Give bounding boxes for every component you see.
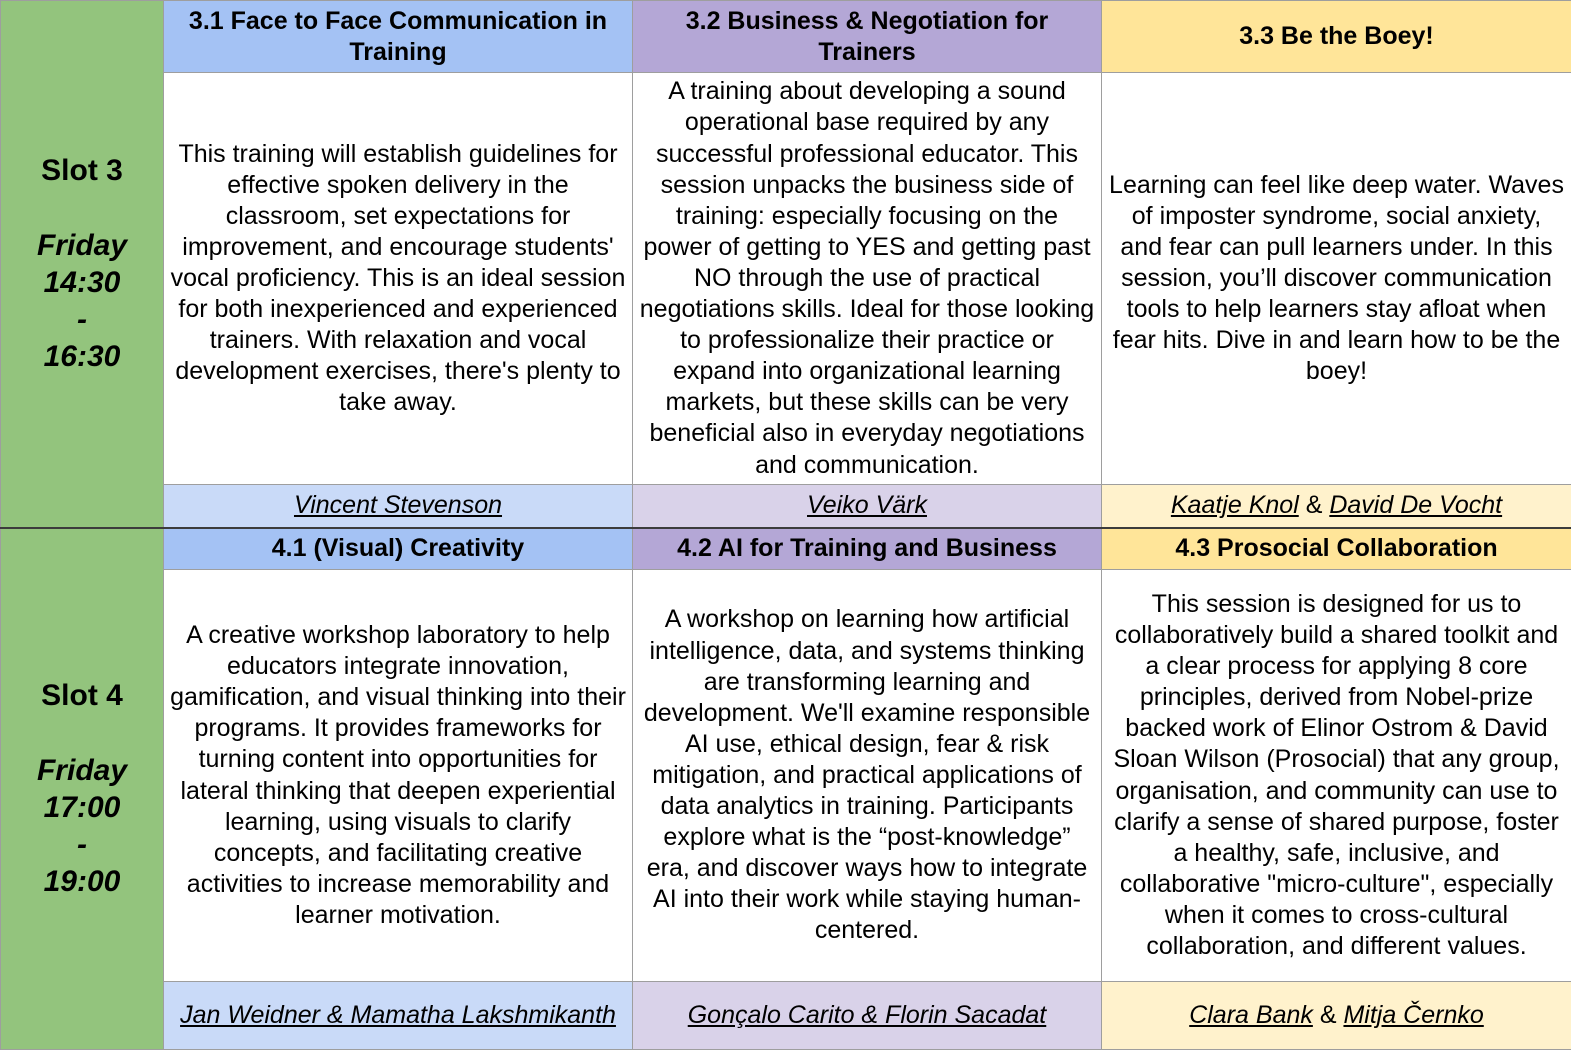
slot-4-end-time: 19:00 [43, 864, 121, 898]
speaker-joiner: & [1312, 1001, 1344, 1029]
session-4-1-title: 4.1 (Visual) Creativity [164, 528, 633, 570]
slot-3-end-time: 16:30 [43, 339, 121, 373]
session-3-1-description: This training will establish guidelines for effective spoken delivery in the classroom, set expectations for improvement, and encourage students' vocal proficiency. This is an ideal session for both inexperienced and experienced trainers. With relaxation and vocal development exercises, there's plenty to take away. [164, 73, 633, 485]
session-3-1-speakers [164, 485, 633, 528]
slot-3-time-separator: - [77, 302, 87, 336]
slot-3-label: Slot 3 [41, 153, 123, 187]
slot-4-speaker-row [1, 982, 1571, 1050]
slot-3-description-row [1, 73, 1571, 485]
speaker-link[interactable]: Jan Weidner & Mamatha Lakshmikanth [180, 1001, 616, 1029]
slot-3-day: Friday [36, 228, 128, 262]
slot-4-time-separator: - [77, 827, 87, 861]
speaker-link[interactable]: Kaatje Knol [1170, 491, 1299, 520]
session-3-3-title: 3.3 Be the Boey! [1102, 1, 1571, 73]
session-4-1-description: A creative workshop laboratory to help educators integrate innovation, gamification, and visual thinking into their programs. It provides frameworks for turning content into opportunities for lateral thinking that deepen experiential learning, using visuals to clarify concepts, and facilitating creative activities to increase memorability and learner motivation. [164, 570, 633, 982]
speaker-link[interactable]: Clara Bank [1189, 1001, 1313, 1029]
slot-4-label: Slot 4 [41, 678, 123, 712]
session-3-3-description: Learning can feel like deep water. Waves of imposter syndrome, social anxiety, and fear can pull learners under. In this session, you’ll discover communication tools to help learners stay afloat when fear hits. Dive in and learn how to be the boey! [1102, 73, 1571, 485]
slot-4-cell [1, 528, 164, 1050]
speaker-link[interactable]: Mitja Černko [1343, 1001, 1484, 1029]
session-3-2-description: A training about developing a sound operational base required by any successful professional educator. This session unpacks the business side of training: especially focusing on the power of getting to YES and getting past NO through the use of practical negotiations skills. Ideal for those looking to professionalize their practice or expand into organizational learning markets, but these skills can be very beneficial also in everyday negotiations and communication. [633, 73, 1102, 485]
session-3-1-title: 3.1 Face to Face Communication in Training [164, 1, 633, 73]
session-4-3-description: This session is designed for us to collaboratively build a shared toolkit and a clear process for applying 8 core principles, derived from Nobel-prize backed work of Elinor Ostrom & David Sloan Wilson (Prosocial) that any group, organisation, and community can use to clarify a sense of shared purpose, foster a healthy, safe, inclusive, and collaborative "micro-culture", especially when it comes to cross-cultural collaboration, and different values. [1102, 570, 1571, 982]
slot-4-start-time: 17:00 [43, 790, 121, 824]
session-4-3-speakers [1102, 982, 1571, 1050]
session-4-1-speakers [164, 982, 633, 1050]
slot-3-speaker-row [1, 485, 1571, 528]
speaker-link[interactable]: Veiko Värk [807, 491, 927, 520]
speaker-link[interactable]: Gonçalo Carito & Florin Sacadat [687, 1001, 1047, 1029]
session-3-2-speakers [633, 485, 1102, 528]
session-4-2-description: A workshop on learning how artificial intelligence, data, and systems thinking are transforming learning and development. We'll examine responsible AI use, ethical design, fear & risk mitigation, and practical applications of data analytics in training. Participants explore what is the “post-knowledge” era, and discover ways how to integrate AI into their work while staying human-centered. [633, 570, 1102, 982]
slot-3-cell [1, 1, 164, 528]
slot-4-day: Friday [36, 753, 128, 787]
speaker-link[interactable]: Vincent Stevenson [293, 491, 503, 520]
slot-4-title-row [1, 528, 1571, 570]
session-3-3-speakers [1102, 485, 1571, 528]
speaker-link[interactable]: David De Vocht [1329, 491, 1503, 520]
speaker-joiner: & [1298, 491, 1330, 520]
slot-4-description-row [1, 570, 1571, 982]
session-4-2-speakers [633, 982, 1102, 1050]
session-3-2-title: 3.2 Business & Negotiation for Trainers [633, 1, 1102, 73]
session-4-3-title: 4.3 Prosocial Collaboration [1102, 528, 1571, 570]
slot-3-title-row [1, 1, 1571, 73]
session-4-2-title: 4.2 AI for Training and Business [633, 528, 1102, 570]
slot-3-start-time: 14:30 [43, 265, 121, 299]
